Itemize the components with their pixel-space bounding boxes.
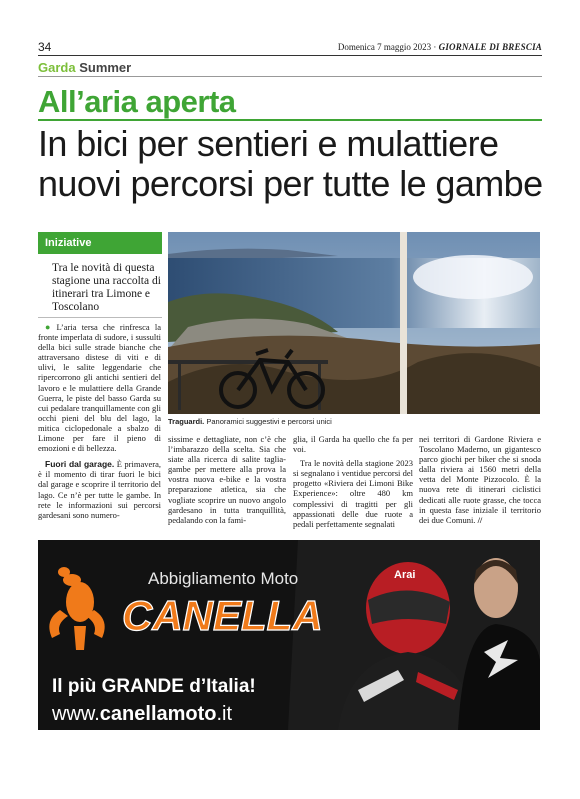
article-column-4: [419, 434, 541, 525]
section-label: [38, 60, 131, 75]
runin-heading: Fuori dal garage.: [45, 459, 115, 470]
kicker: All’aria aperta: [38, 84, 236, 119]
article-column-1: [38, 322, 161, 520]
ad-tagline: Abbigliamento Moto: [148, 569, 299, 588]
headline-line-2: nuovi percorsi per tutte le gambe: [38, 163, 543, 204]
column-4-text: nei territori di Gardone Riviera e Toscolano Maderno, un gigantesco parco giochi per biker che si snoda dalla riviera ai 1560 metri della vetta del Monte Pizzocolo. È la nuova rete di itinerari ciclistici dedicati alle ruote grasse, che tocca in questa fase iniziale il territorio dei due Comuni.: [419, 434, 541, 525]
article-column-2: [168, 434, 286, 525]
section-summer: Summer: [79, 60, 132, 75]
tag-iniziative: Iniziative: [38, 232, 162, 254]
section-garda: Garda: [38, 60, 76, 75]
page-number: 34: [38, 40, 52, 54]
newspaper-name: GIORNALE DI BRESCIA: [438, 42, 542, 52]
ad-url[interactable]: www.canellamoto.it: [52, 703, 233, 725]
page-dateline: [338, 42, 542, 52]
ad-brand: CANELLA: [122, 592, 323, 639]
separator: ·: [433, 42, 437, 52]
column-3-text-a: glia, il Garda ha quello che fa per voi.: [293, 434, 413, 455]
photo-lake-bike: [168, 232, 540, 414]
photo-caption: [168, 417, 332, 426]
column-3-text-b: Tra le novità della stagione 2023 si segnalano i ventidue percorsi del progetto «Riviera dei Limoni Bike Experience»: oltre 480 km complessivi di tragitti per gli appassionati delle due ruote a pedali perfettamente segnalati: [293, 458, 413, 529]
ad-artwork: [38, 540, 540, 730]
kicker-rule: [38, 119, 542, 121]
advertisement-canella[interactable]: [38, 540, 540, 730]
header-rule: [38, 55, 542, 56]
column-2-text: sissime e dettagliate, non c’è che l’imbarazzo della scelta. Sia che siate alla ricerca di salite taglia-gambe per mettere alla prova la vostra nuova e-bike e la vostra preparazione atletica, sia che vogliate scoprire un nuovo angolo gardesano in tutta tranquillità, pedalando con la fami-: [168, 434, 286, 525]
article-column-3: [293, 434, 413, 529]
headline: [38, 124, 548, 204]
helmet-brand: Arai: [394, 569, 416, 581]
ad-slogan: Il più GRANDE d’Italia!: [52, 676, 256, 697]
headline-line-1: In bici per sentieri e mulattiere: [38, 123, 499, 164]
caption-text: Panoramici suggestivi e percorsi unici: [204, 417, 332, 426]
paragraph-lead: L’aria tersa che rinfresca la fronte imperlata di sudore, i sussulti della bici sulle strade bianche che attraversano distese di viti e di ulivi, le salite leggendarie che ripercorrono gli antichi sentieri del lavoro e le mulattiere della Grande Guerra, le piste del basso Garda su cui pedalare tranquillamente con gli occhi pieni del blu del lago, la mitica ciclopedonale a sbalzo di Limone per fare il pieno di emozioni e di bellezza.: [38, 322, 161, 454]
summary: Tra le novità di questa stagione una raccolta di itinerari tra Limone e Toscolano: [52, 262, 161, 313]
end-mark: //: [477, 514, 483, 525]
section-rule: [38, 76, 542, 77]
bullet-icon: ●: [45, 322, 54, 332]
date: Domenica 7 maggio 2023: [337, 42, 432, 52]
article-photo: [168, 232, 540, 414]
caption-bold: Traguardi.: [168, 417, 205, 426]
summary-rule: [38, 317, 162, 318]
paragraph-2-start: È primavera, è il momento di tirar fuori le bici dal garage e scoprire il territorio del lago. Ce n’è per tutte le gambe. In rete le informazioni sui percorsi gardesani sono numero-: [38, 459, 161, 520]
